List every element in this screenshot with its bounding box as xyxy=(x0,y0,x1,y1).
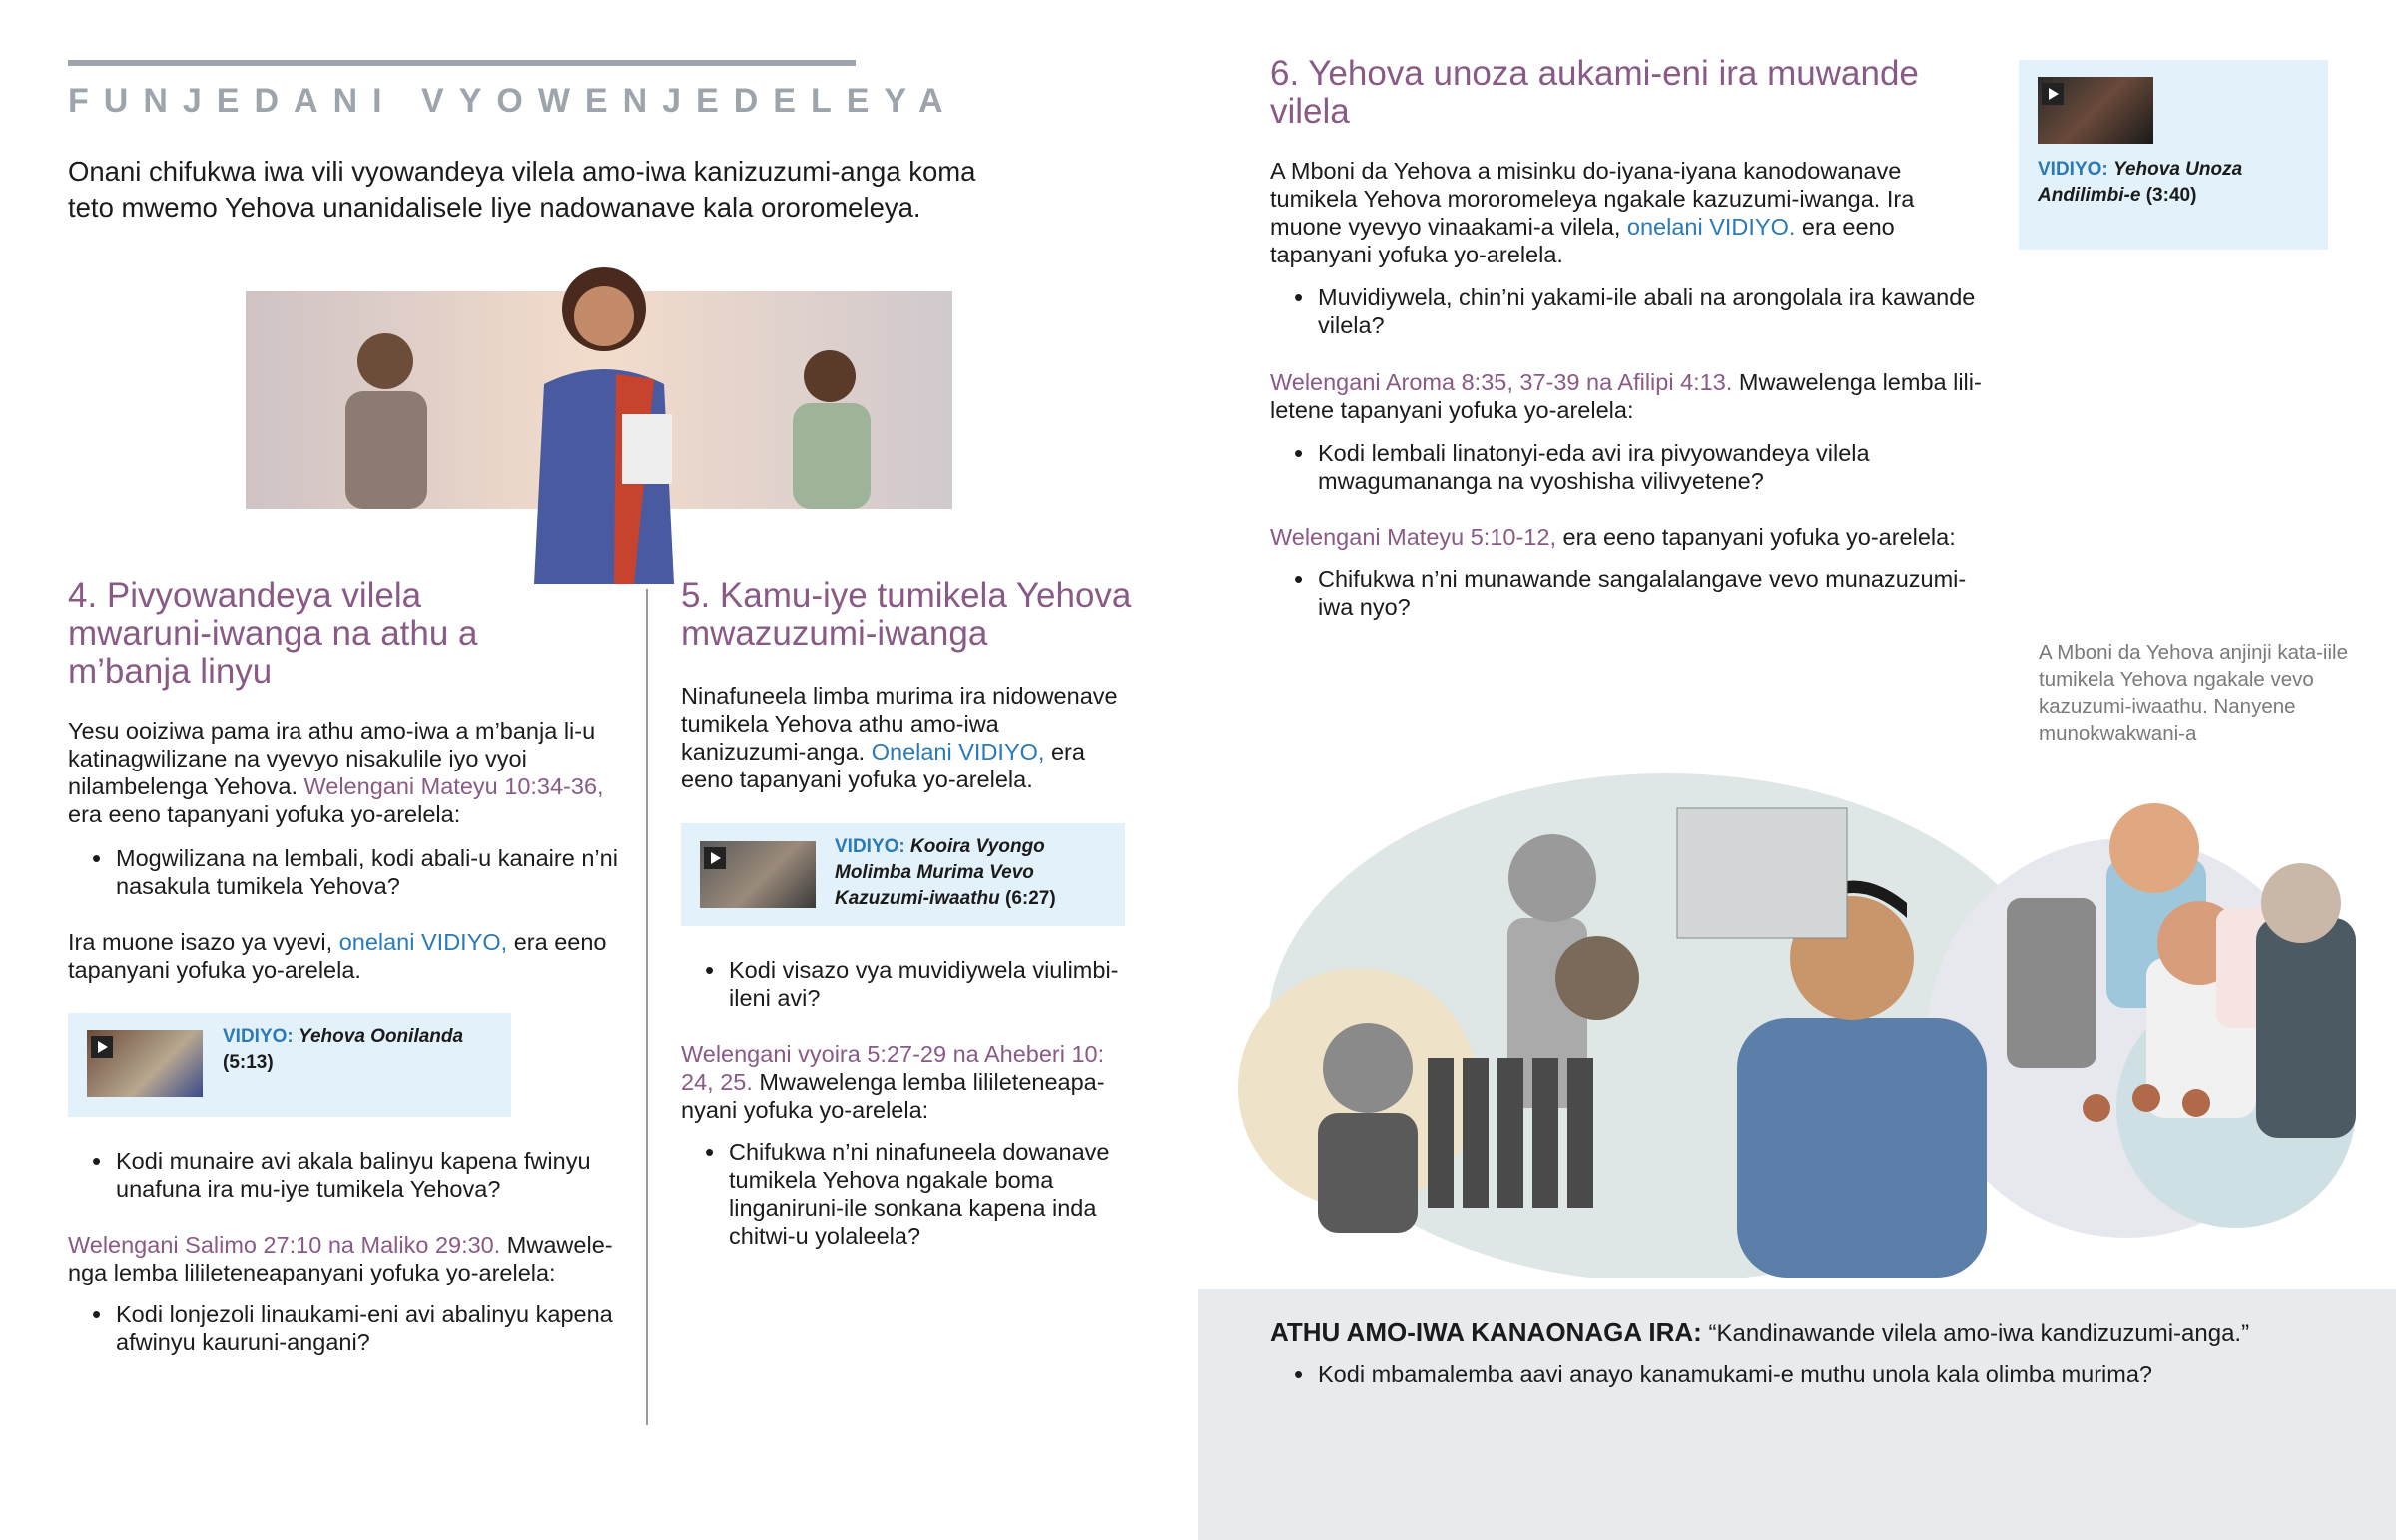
section5-bullets-2 xyxy=(681,1138,1125,1250)
scripture-ref-vyoira[interactable]: Welengani vyoira 5:27-29 na Aheberi 10: 24, 25. xyxy=(681,1041,1105,1095)
video-duration: (3:40) xyxy=(2145,185,2197,206)
video-caption xyxy=(223,1024,502,1076)
footer-bullets xyxy=(1270,1360,2368,1388)
section4-bullets-3 xyxy=(68,1300,627,1356)
section6-heading: 6. Yehova unoza aukami-eni ira muwande vilela xyxy=(1270,54,1919,131)
section5-paragraph1 xyxy=(681,682,1125,793)
section4-text: era eeno tapanyani yofuka yo-arelela. xyxy=(68,929,607,983)
column-divider xyxy=(646,589,648,1425)
video-card-3[interactable] xyxy=(2019,60,2328,250)
scripture-ref-mateyu-5[interactable]: Welengani Mateyu 5:10-12, xyxy=(1270,524,1556,550)
scripture-ref-aroma[interactable]: Welengani Aroma 8:35, 37-39 na Afilipi 4:13. xyxy=(1270,369,1733,395)
video-title: Kooira Vyongo Molimba Murima Vevo Kazuzumi-iwaathu xyxy=(835,836,1045,909)
question-item: • Kodi visazo vya muvidiywela viulimbi-ileni avi? xyxy=(681,956,1125,1012)
video-duration: (5:13) xyxy=(223,1052,274,1073)
video-card-1[interactable] xyxy=(68,1013,511,1117)
section4-text: Mwawelenga lemba lilileteneapanyani yofuka yo-arelela: xyxy=(68,1232,613,1285)
video-caption xyxy=(2038,157,2317,209)
question-item: • Chifukwa n’ni munawande sangalalangave vevo munazuzumi-iwa nyo? xyxy=(1270,565,1989,621)
question-item: • Kodi mbamalemba aavi anayo kanamukami-e muthu unola kala olimba murima? xyxy=(1270,1360,2368,1388)
footer-quote: “Kandinawande vilela amo-iwa kandizuzumi-anga.” xyxy=(1701,1320,2250,1347)
question-item: • Kodi lembali linatonyi-eda avi ira pivyowandeya vilela mwagumananga na vyoshisha vilivyetene? xyxy=(1270,439,1989,495)
section5-text: era eeno tapanyani yofuka yo-arelela. xyxy=(681,739,1085,792)
image-caption: A Mboni da Yehova anjinji kata-iile tumikela Yehova ngakale vevo kazuzumi-iwaathu. Nanyene munokwakwani-a xyxy=(2039,641,2348,745)
section4-paragraph3 xyxy=(68,1231,627,1286)
section4-heading: 4. Pivyowandeya vilela mwaruni-iwanga na athu a m’banja linyu xyxy=(68,576,478,691)
section6-paragraph3 xyxy=(1270,523,1989,551)
play-icon[interactable] xyxy=(2042,83,2064,105)
section6-text: era eeno tapanyani yofuka yo-arelela. xyxy=(1270,214,1895,267)
section4-text: era eeno tapanyani yofuka yo-arelela: xyxy=(68,801,461,827)
section5-text: Ninafuneela limba murima ira nidowenave tumikela Yehova athu amo-iwa kanizuzumi-anga. xyxy=(681,683,1118,765)
play-icon[interactable] xyxy=(704,847,726,869)
section4-bullets-2 xyxy=(68,1147,627,1203)
video-link[interactable]: onelani VIDIYO. xyxy=(1626,214,1796,240)
video-thumbnail[interactable] xyxy=(700,841,816,908)
video-link[interactable]: onelani VIDIYO, xyxy=(338,929,508,955)
witnesses-illustration xyxy=(1228,769,2356,1278)
section5-bullets-1 xyxy=(681,956,1125,1012)
question-item: • Kodi munaire avi akala balinyu kapena fwinyu unafuna ira mu-iye tumikela Yehova? xyxy=(68,1147,627,1203)
question-item: • Mogwilizana na lembali, kodi abali-u kanaire n’ni nasakula tumikela Yehova? xyxy=(68,844,627,900)
section4-paragraph1 xyxy=(68,717,622,828)
scripture-ref-mateyu-10[interactable]: Welengani Mateyu 10:34-36, xyxy=(303,773,604,799)
section6-bullets-2 xyxy=(1270,439,1989,495)
section6-text: A Mboni da Yehova a misinku do-iyana-iyana kanodowanave tumikela Yehova mororomeleya ngakale kazuzumi-iwanga. Ira muone vyevyo vinaakami-a vilela, xyxy=(1270,158,1915,240)
scripture-ref-salimo[interactable]: Welengani Salimo 27:10 na Maliko 29:30. xyxy=(68,1232,501,1258)
video-label: VIDIYO: xyxy=(835,836,905,857)
video-title: Yehova Unoza Andilimbi-e xyxy=(2038,159,2243,206)
section5-text: Mwawelenga lemba lilileteneapanyani yofuka yo-arelela: xyxy=(681,1069,1105,1123)
footer-statement xyxy=(1270,1316,2368,1350)
section4-paragraph2 xyxy=(68,928,627,984)
question-item: • Kodi lonjezoli linaukami-eni avi abalinyu kapena afwinyu kauruni-angani? xyxy=(68,1300,627,1356)
video-link[interactable]: Onelani VIDIYO, xyxy=(871,739,1045,765)
video-title: Yehova Oonilanda xyxy=(299,1026,464,1047)
page-title: FUNJEDANI VYOWENJEDELEYA xyxy=(68,82,958,120)
play-icon[interactable] xyxy=(91,1036,113,1058)
section6-paragraph2 xyxy=(1270,368,1989,424)
intro-text: Onani chifukwa iwa vili vyowandeya vilela amo-iwa kanizuzumi-anga koma teto mwemo Yehova unanidalisele liye nadowanave kala ororomeleya. xyxy=(68,156,976,223)
footer-panel xyxy=(1198,1289,2396,1540)
footer-lead: ATHU AMO-IWA KANAONAGA IRA: xyxy=(1270,1317,1702,1347)
section6-text: Mwawelenga lemba lililetene tapanyani yofuka yo-arelela: xyxy=(1270,369,1982,423)
section6-bullets-3 xyxy=(1270,565,1989,621)
section5-heading: 5. Kamu-iye tumikela Yehova mwazuzumi-iwanga xyxy=(681,576,1132,653)
video-label: VIDIYO: xyxy=(223,1026,294,1047)
woman-figure xyxy=(504,255,704,584)
video-thumbnail[interactable] xyxy=(87,1030,203,1097)
section4-text: Ira muone isazo ya vyevi, xyxy=(68,929,339,955)
question-item: • Muvidiywela, chin’ni yakami-ile abali na arongolala ira kawande vilela? xyxy=(1270,283,1989,339)
question-item: • Chifukwa n’ni ninafuneela dowanave tumikela Yehova ngakale boma linganiruni-ile sonkana kapena inda chitwi-u yolaleela? xyxy=(681,1138,1125,1250)
section6-bullets-1 xyxy=(1270,283,1989,339)
section4-text: Yesu ooiziwa pama ira athu amo-iwa a m’banja li-u katinagwilizane na vyevyo nisakulile iyo vyoi nilambelenga Yehova. xyxy=(68,718,596,799)
section5-paragraph2 xyxy=(681,1040,1125,1124)
title-rule xyxy=(68,60,856,66)
section6-paragraph1 xyxy=(1270,157,1989,268)
video-label: VIDIYO: xyxy=(2038,159,2108,180)
video-duration: (6:27) xyxy=(1005,888,1056,909)
section6-text: era eeno tapanyani yofuka yo-arelela: xyxy=(1555,524,1956,550)
video-caption xyxy=(835,834,1114,912)
video-card-2[interactable] xyxy=(681,823,1125,926)
video-thumbnail[interactable] xyxy=(2038,77,2153,144)
section4-bullets-1 xyxy=(68,844,627,900)
